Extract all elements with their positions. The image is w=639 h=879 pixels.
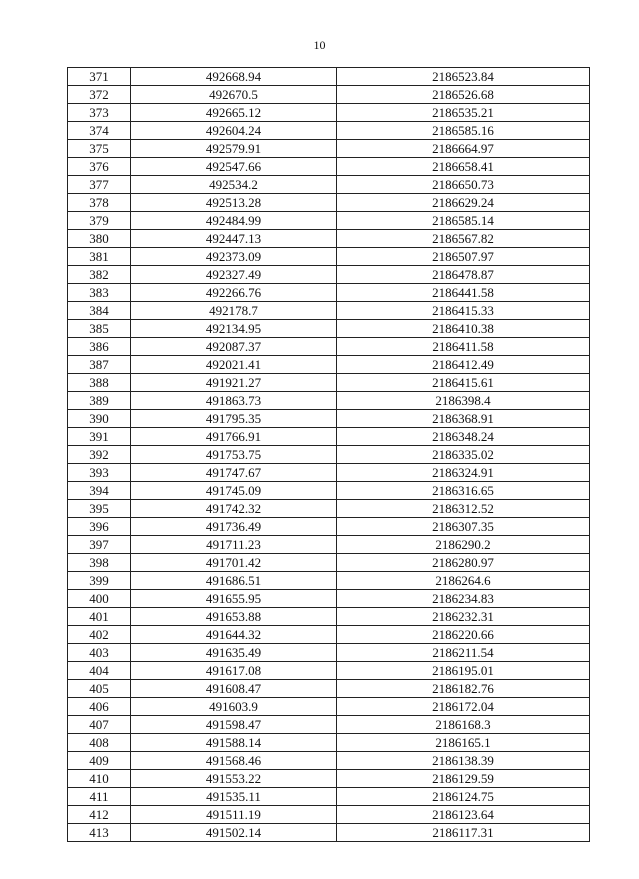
y-coordinate-cell: 2186312.52	[337, 500, 590, 518]
table-row	[68, 662, 590, 680]
x-coordinate-cell: 492266.76	[131, 284, 337, 302]
point-number-cell: 393	[68, 464, 131, 482]
y-coordinate-cell: 2186629.24	[337, 194, 590, 212]
x-coordinate-cell: 491863.73	[131, 392, 337, 410]
table-row	[68, 230, 590, 248]
point-number-cell: 412	[68, 806, 131, 824]
y-coordinate-cell: 2186117.31	[337, 824, 590, 842]
table-row	[68, 590, 590, 608]
y-coordinate-cell: 2186220.66	[337, 626, 590, 644]
x-coordinate-cell: 492579.91	[131, 140, 337, 158]
point-number-cell: 402	[68, 626, 131, 644]
y-coordinate-cell: 2186415.33	[337, 302, 590, 320]
point-number-cell: 384	[68, 302, 131, 320]
y-coordinate-cell: 2186168.3	[337, 716, 590, 734]
x-coordinate-cell: 492021.41	[131, 356, 337, 374]
coordinates-table-body	[68, 68, 590, 842]
point-number-cell: 391	[68, 428, 131, 446]
x-coordinate-cell: 491608.47	[131, 680, 337, 698]
point-number-cell: 381	[68, 248, 131, 266]
table-row	[68, 140, 590, 158]
table-row	[68, 284, 590, 302]
point-number-cell: 387	[68, 356, 131, 374]
point-number-cell: 375	[68, 140, 131, 158]
x-coordinate-cell: 491511.19	[131, 806, 337, 824]
x-coordinate-cell: 492447.13	[131, 230, 337, 248]
point-number-cell: 373	[68, 104, 131, 122]
point-number-cell: 401	[68, 608, 131, 626]
table-row	[68, 554, 590, 572]
y-coordinate-cell: 2186232.31	[337, 608, 590, 626]
y-coordinate-cell: 2186324.91	[337, 464, 590, 482]
x-coordinate-cell: 491686.51	[131, 572, 337, 590]
table-row	[68, 374, 590, 392]
point-number-cell: 386	[68, 338, 131, 356]
y-coordinate-cell: 2186316.65	[337, 482, 590, 500]
x-coordinate-cell: 491753.75	[131, 446, 337, 464]
table-row	[68, 716, 590, 734]
x-coordinate-cell: 492534.2	[131, 176, 337, 194]
point-number-cell: 397	[68, 536, 131, 554]
table-row	[68, 644, 590, 662]
point-number-cell: 406	[68, 698, 131, 716]
x-coordinate-cell: 492513.28	[131, 194, 337, 212]
point-number-cell: 396	[68, 518, 131, 536]
point-number-cell: 409	[68, 752, 131, 770]
y-coordinate-cell: 2186182.76	[337, 680, 590, 698]
table-row	[68, 392, 590, 410]
x-coordinate-cell: 491535.11	[131, 788, 337, 806]
y-coordinate-cell: 2186335.02	[337, 446, 590, 464]
x-coordinate-cell: 492668.94	[131, 68, 337, 86]
y-coordinate-cell: 2186264.6	[337, 572, 590, 590]
x-coordinate-cell: 492087.37	[131, 338, 337, 356]
y-coordinate-cell: 2186535.21	[337, 104, 590, 122]
x-coordinate-cell: 491568.46	[131, 752, 337, 770]
y-coordinate-cell: 2186165.1	[337, 734, 590, 752]
y-coordinate-cell: 2186290.2	[337, 536, 590, 554]
x-coordinate-cell: 492604.24	[131, 122, 337, 140]
point-number-cell: 399	[68, 572, 131, 590]
table-row	[68, 428, 590, 446]
table-row	[68, 788, 590, 806]
y-coordinate-cell: 2186650.73	[337, 176, 590, 194]
table-row	[68, 338, 590, 356]
table-row	[68, 158, 590, 176]
point-number-cell: 398	[68, 554, 131, 572]
x-coordinate-cell: 491553.22	[131, 770, 337, 788]
point-number-cell: 385	[68, 320, 131, 338]
y-coordinate-cell: 2186307.35	[337, 518, 590, 536]
y-coordinate-cell: 2186411.58	[337, 338, 590, 356]
table-row	[68, 518, 590, 536]
y-coordinate-cell: 2186234.83	[337, 590, 590, 608]
point-number-cell: 408	[68, 734, 131, 752]
x-coordinate-cell: 491644.32	[131, 626, 337, 644]
table-row	[68, 770, 590, 788]
x-coordinate-cell: 491635.49	[131, 644, 337, 662]
y-coordinate-cell: 2186368.91	[337, 410, 590, 428]
y-coordinate-cell: 2186507.97	[337, 248, 590, 266]
table-row	[68, 626, 590, 644]
point-number-cell: 400	[68, 590, 131, 608]
table-row	[68, 410, 590, 428]
y-coordinate-cell: 2186172.04	[337, 698, 590, 716]
x-coordinate-cell: 491603.9	[131, 698, 337, 716]
table-row	[68, 320, 590, 338]
y-coordinate-cell: 2186523.84	[337, 68, 590, 86]
x-coordinate-cell: 491502.14	[131, 824, 337, 842]
x-coordinate-cell: 491598.47	[131, 716, 337, 734]
table-row	[68, 824, 590, 842]
point-number-cell: 394	[68, 482, 131, 500]
point-number-cell: 376	[68, 158, 131, 176]
x-coordinate-cell: 491655.95	[131, 590, 337, 608]
y-coordinate-cell: 2186478.87	[337, 266, 590, 284]
point-number-cell: 395	[68, 500, 131, 518]
point-number-cell: 371	[68, 68, 131, 86]
y-coordinate-cell: 2186280.97	[337, 554, 590, 572]
x-coordinate-cell: 491745.09	[131, 482, 337, 500]
coordinates-table	[67, 67, 590, 842]
y-coordinate-cell: 2186410.38	[337, 320, 590, 338]
table-row	[68, 122, 590, 140]
table-row	[68, 302, 590, 320]
point-number-cell: 388	[68, 374, 131, 392]
point-number-cell: 389	[68, 392, 131, 410]
table-row	[68, 212, 590, 230]
table-row	[68, 86, 590, 104]
page-number: 10	[313, 38, 326, 52]
x-coordinate-cell: 492134.95	[131, 320, 337, 338]
point-number-cell: 405	[68, 680, 131, 698]
x-coordinate-cell: 492484.99	[131, 212, 337, 230]
y-coordinate-cell: 2186195.01	[337, 662, 590, 680]
table-row	[68, 680, 590, 698]
point-number-cell: 390	[68, 410, 131, 428]
y-coordinate-cell: 2186415.61	[337, 374, 590, 392]
table-row	[68, 734, 590, 752]
point-number-cell: 403	[68, 644, 131, 662]
x-coordinate-cell: 491742.32	[131, 500, 337, 518]
x-coordinate-cell: 491795.35	[131, 410, 337, 428]
point-number-cell: 383	[68, 284, 131, 302]
point-number-cell: 410	[68, 770, 131, 788]
x-coordinate-cell: 492547.66	[131, 158, 337, 176]
x-coordinate-cell: 492665.12	[131, 104, 337, 122]
y-coordinate-cell: 2186658.41	[337, 158, 590, 176]
y-coordinate-cell: 2186585.14	[337, 212, 590, 230]
x-coordinate-cell: 492373.09	[131, 248, 337, 266]
y-coordinate-cell: 2186138.39	[337, 752, 590, 770]
table-row	[68, 806, 590, 824]
y-coordinate-cell: 2186211.54	[337, 644, 590, 662]
y-coordinate-cell: 2186412.49	[337, 356, 590, 374]
x-coordinate-cell: 491617.08	[131, 662, 337, 680]
y-coordinate-cell: 2186123.64	[337, 806, 590, 824]
point-number-cell: 374	[68, 122, 131, 140]
point-number-cell: 380	[68, 230, 131, 248]
y-coordinate-cell: 2186348.24	[337, 428, 590, 446]
x-coordinate-cell: 491747.67	[131, 464, 337, 482]
point-number-cell: 404	[68, 662, 131, 680]
table-row	[68, 698, 590, 716]
y-coordinate-cell: 2186664.97	[337, 140, 590, 158]
table-row	[68, 446, 590, 464]
table-row	[68, 536, 590, 554]
x-coordinate-cell: 491736.49	[131, 518, 337, 536]
table-row	[68, 482, 590, 500]
x-coordinate-cell: 491588.14	[131, 734, 337, 752]
table-row	[68, 752, 590, 770]
point-number-cell: 413	[68, 824, 131, 842]
table-row	[68, 356, 590, 374]
x-coordinate-cell: 491921.27	[131, 374, 337, 392]
table-row	[68, 176, 590, 194]
table-row	[68, 194, 590, 212]
table-row	[68, 266, 590, 284]
x-coordinate-cell: 492670.5	[131, 86, 337, 104]
table-row	[68, 104, 590, 122]
x-coordinate-cell: 491711.23	[131, 536, 337, 554]
x-coordinate-cell: 492178.7	[131, 302, 337, 320]
point-number-cell: 372	[68, 86, 131, 104]
point-number-cell: 392	[68, 446, 131, 464]
table-row	[68, 572, 590, 590]
y-coordinate-cell: 2186441.58	[337, 284, 590, 302]
point-number-cell: 379	[68, 212, 131, 230]
y-coordinate-cell: 2186567.82	[337, 230, 590, 248]
table-row	[68, 68, 590, 86]
point-number-cell: 407	[68, 716, 131, 734]
y-coordinate-cell: 2186124.75	[337, 788, 590, 806]
y-coordinate-cell: 2186129.59	[337, 770, 590, 788]
table-row	[68, 500, 590, 518]
point-number-cell: 377	[68, 176, 131, 194]
table-row	[68, 608, 590, 626]
table-row	[68, 464, 590, 482]
y-coordinate-cell: 2186526.68	[337, 86, 590, 104]
point-number-cell: 378	[68, 194, 131, 212]
y-coordinate-cell: 2186398.4	[337, 392, 590, 410]
y-coordinate-cell: 2186585.16	[337, 122, 590, 140]
x-coordinate-cell: 492327.49	[131, 266, 337, 284]
table-row	[68, 248, 590, 266]
point-number-cell: 411	[68, 788, 131, 806]
x-coordinate-cell: 491653.88	[131, 608, 337, 626]
x-coordinate-cell: 491701.42	[131, 554, 337, 572]
point-number-cell: 382	[68, 266, 131, 284]
x-coordinate-cell: 491766.91	[131, 428, 337, 446]
